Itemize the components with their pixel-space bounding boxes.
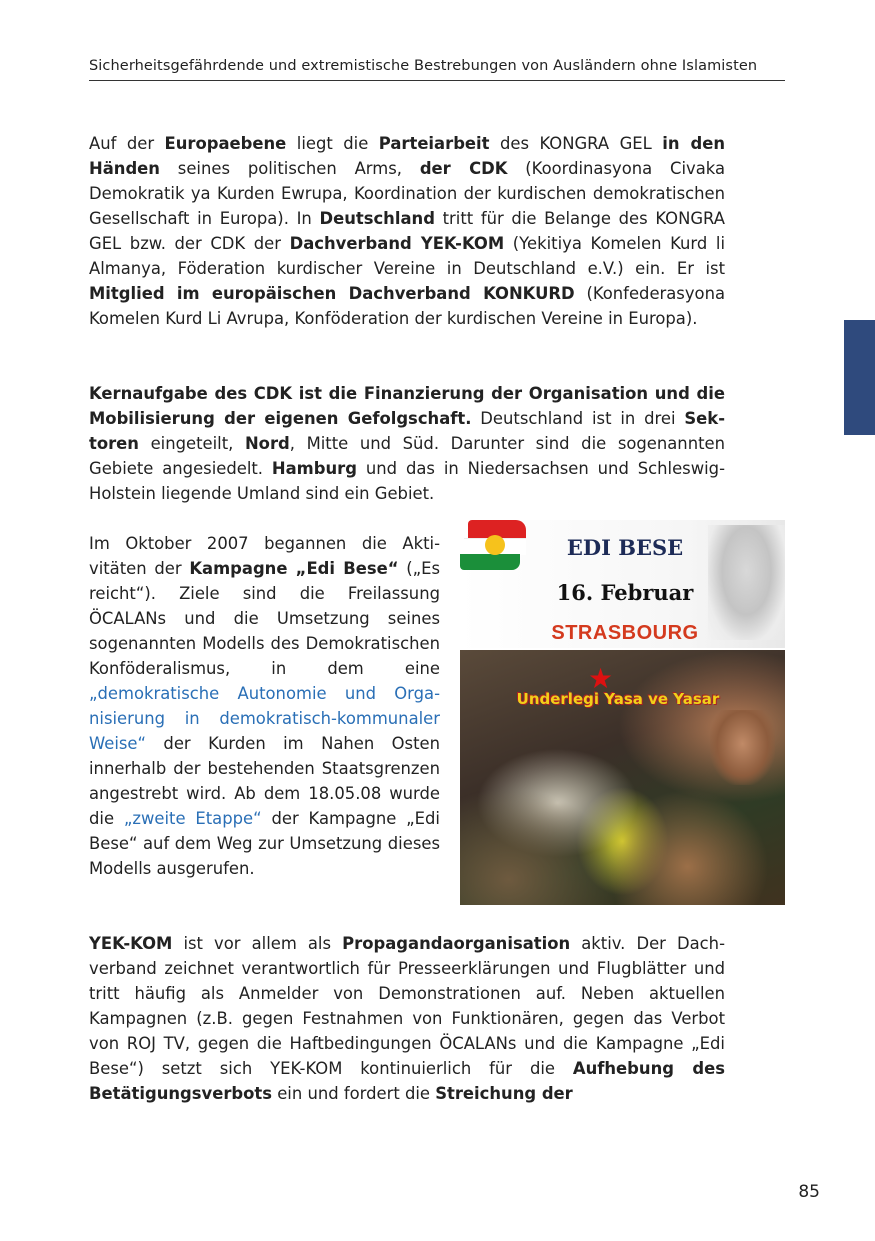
edi-bese-poster-image: [460, 520, 785, 905]
poster-header: [460, 520, 785, 648]
poster-title: EDI BESE: [566, 535, 684, 560]
poster-banner-text: Underlegi Yasa ve Yasar: [516, 690, 720, 708]
poster-collage-photo: [460, 650, 785, 905]
poster-location: STRASBOURG: [551, 622, 699, 644]
paragraph-kampagne: Im Oktober 2007 begannen die Aktivitäten der Kampagne „Edi Bese“ („Es reicht“). Ziele sind die Freilassung ÖCALANs und die Umsetzung seines sogenannten Modells des Demokratischen Konföderalismus, in dem eine „demokratische Autonomie und Organisierung in demokratisch-kommunaler Weise“ der Kurden im Nahen Osten innerhalb der bestehenden Staatsgrenzen angestrebt wird. Ab dem 18.05.08 wurde die „zweite Etappe“ der Kampagne „Edi Bese“ auf dem Weg zur Umsetzung dieses Modells ausgerufen.: [89, 534, 440, 878]
quote-link-autonomie: „demokratische Autonomie und Organisierung in demokratisch-kommunaler Weise“: [89, 684, 440, 753]
page-number: 85: [798, 1182, 820, 1202]
red-star-icon: ★: [588, 662, 614, 695]
paragraph-europaebene: Auf der Europaebene liegt die Parteiarbeit des KONGRA GEL in den Händen seines politischen Arms, der CDK (Koordinasyona Civaka Demokratik ya Kurden Ewrupa, Koordination der kurdischen demokratischen Gesellschaft in Europa). In Deutschland tritt für die Belange des KONGRA GEL bzw. der CDK der Dachverband YEK-KOM (Yekitiya Komelen Kurd li Almanya, Föderation kurdischer Vereine in Deutschland e.V.) ein. Er ist Mitglied im europäischen Dachverband KONKURD (Konfederasyona Komelen Kurd Li Avrupa, Konföderation der kurdischen Vereine in Europa).: [89, 134, 726, 328]
quote-link-etappe: „zweite Etappe“: [123, 809, 262, 828]
kurdish-flag-icon: [460, 520, 530, 575]
paragraph-yek-kom: YEK-KOM ist vor allem als Propagandaorganisation aktiv. Der Dachverband zeichnet verantwortlich für Presseerklärungen und Flugblätter und tritt häufig als Anmelder von Demonstrationen auf. Neben aktuellen Kampagnen (z.B. gegen Festnahmen von Funktionären, gegen das Verbot von ROJ TV, gegen die Haftbedingungen ÖCALANs und die Kampagne „Edi Bese“) setzt sich YEK-KOM kontinuierlich für die Aufhebung des Betätigungsverbots ein und fordert die Streichung der: [89, 934, 725, 1103]
portrait-photo-collage: [710, 710, 775, 785]
section-tab-marker: [844, 320, 875, 435]
poster-date: 16. Februar: [556, 580, 694, 605]
paragraph-kernaufgabe: Kernaufgabe des CDK ist die Finanzierung der Organisation und die Mobilisierung der eigenen Gefolgschaft. Deutschland ist in drei Sektoren eingeteilt, Nord, Mitte und Süd. Darunter sind die sogenannten Gebiete angesiedelt. Hamburg und das in Niedersachsen und Schleswig-Holstein liegende Umland sind ein Gebiet.: [89, 384, 725, 503]
running-header: Sicherheitsgefährdende und extremistische Bestrebungen von Ausländern ohne Islamisten: [89, 58, 785, 81]
